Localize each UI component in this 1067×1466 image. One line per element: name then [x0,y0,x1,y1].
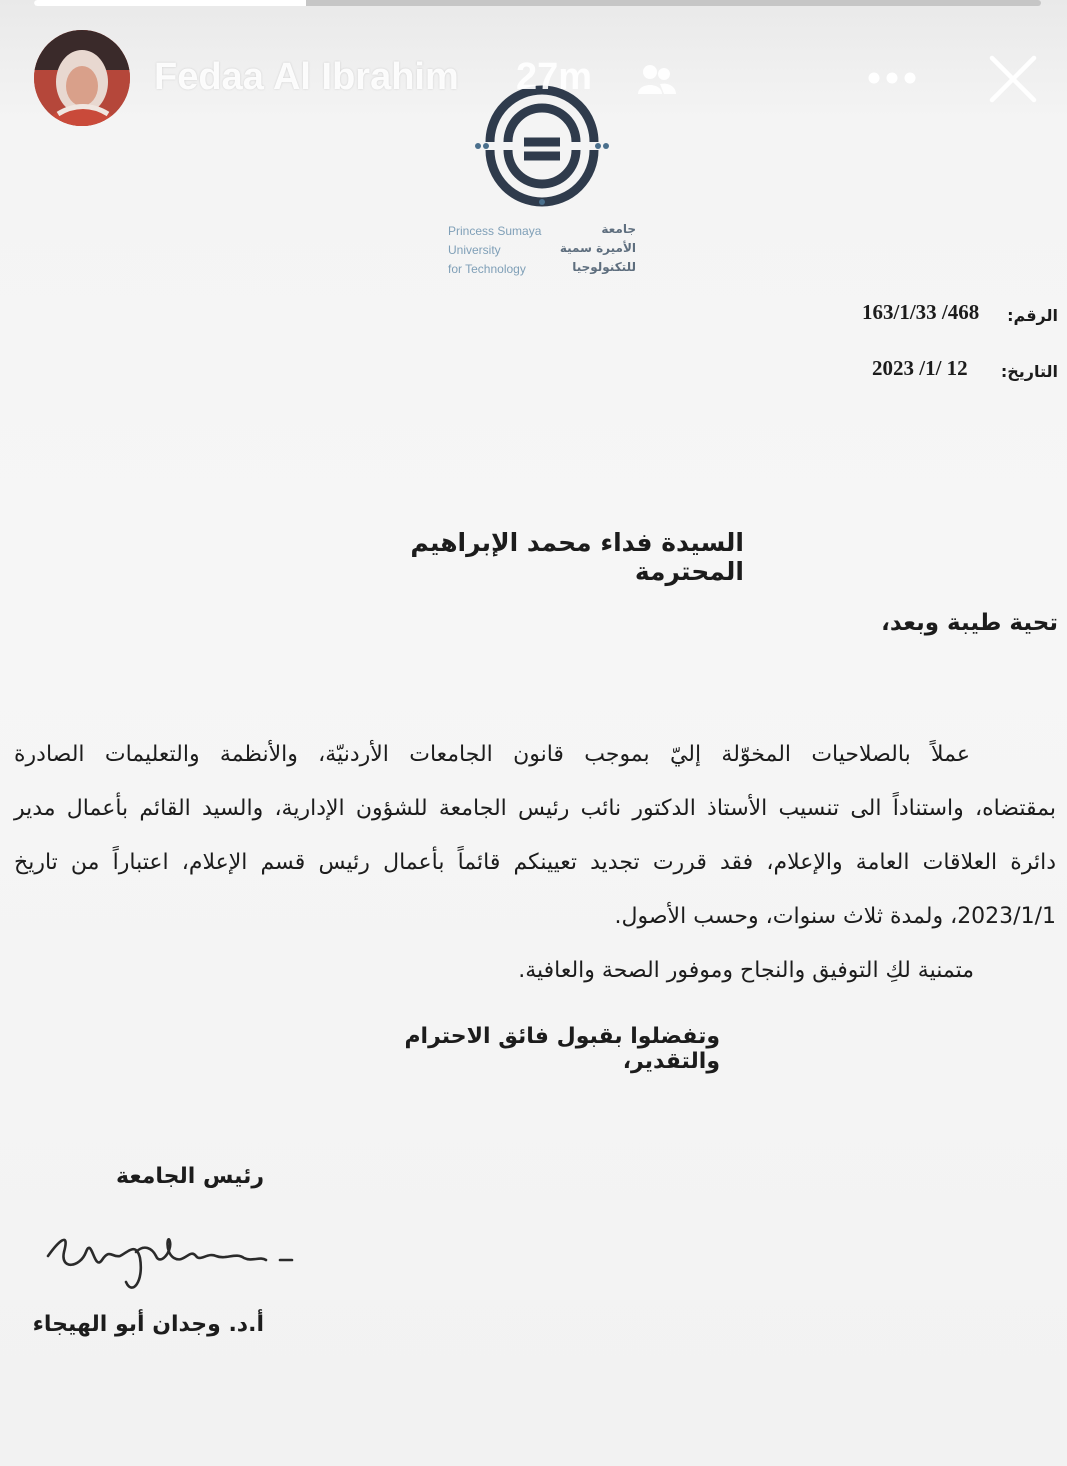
body-line: دائرة العلاقات العامة والإعلام، فقد قررت تجديد تعيينكم قائماً بأعمال رئيس قسم الإعلام، اعتباراً من تاريخ [14,850,1056,875]
recipient-line: السيدة فداء محمد الإبراهيم المحترمة [410,528,744,586]
logo-line: جامعة [601,222,636,236]
body-line: 2023/1/1، ولمدة ثلاث سنوات، وحسب الأصول. [614,904,1056,929]
signatory-title: رئيس الجامعة [116,1164,264,1189]
body-line: بمقتضاه، واستناداً الى تنسيب الأستاذ الدكتور نائب رئيس الجامعة للشؤون الإدارية، والسيد القائم بأعمال مدير [14,796,1056,821]
close-icon [992,58,1034,100]
post-time: 27m [516,56,593,98]
letter-body [14,728,1056,944]
author-name[interactable]: Fedaa Al Ibrahim [154,56,459,98]
logo-text-english [448,222,558,279]
wish-line: متمنية لكِ التوفيق والنجاح وموفور الصحة والعافية. [518,958,974,983]
logo-line: for Technology [448,262,526,276]
handwritten-signature [40,1212,300,1292]
date-value: 2023 /1/ 12 [872,356,968,380]
more-options-button[interactable] [866,60,918,96]
avatar-photo [34,30,130,126]
story-progress-bar [34,0,1041,6]
university-logo [466,80,618,210]
logo-line: الأميرة سمية [559,241,636,255]
body-line: عملاً بالصلاحيات المخوّلة إليّ بموجب قانون الجامعات الأردنيّة، والأنظمة والتعليمات الصادرة [14,742,970,767]
logo-text-arabic [556,220,636,277]
logo-line: Princess Sumaya [448,224,542,238]
logo-line: University [448,243,501,257]
logo-line: للتكنولوجيا [572,260,636,274]
date-label: التاريخ: [1000,362,1058,381]
close-story-button[interactable] [988,54,1038,104]
reference-value: 163/1/33 /468 [862,300,980,324]
more-horizontal-icon [869,73,916,84]
story-progress-fill [34,0,306,6]
greeting-line: تحية طيبة وبعد، [881,610,1058,636]
friends-icon [636,62,676,96]
author-avatar[interactable] [34,30,130,126]
closing-line: وتفضلوا بقبول فائق الاحترام والتقدير، [404,1024,720,1074]
reference-label: الرقم: [1007,306,1058,325]
signatory-name: أ.د. وجدان أبو الهيجاء [32,1312,264,1337]
